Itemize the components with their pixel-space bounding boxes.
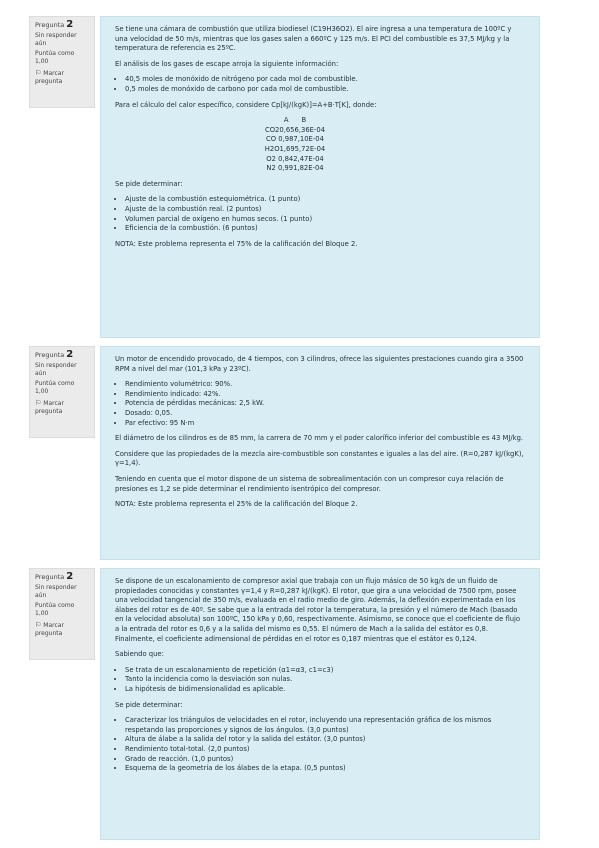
list-item: • Potencia de pérdidas mecánicas: 2,5 kW. bbox=[125, 399, 525, 409]
question-number: 2 bbox=[66, 571, 74, 582]
question-text-3 bbox=[100, 568, 540, 840]
table-row: N2 0,991,82E-04 bbox=[266, 164, 324, 173]
flag-icon: ⚐ bbox=[35, 69, 42, 77]
list-item: • 0,5 moles de monóxido de carbono por cada mol de combustible. bbox=[125, 85, 525, 95]
question-label: Pregunta bbox=[35, 21, 65, 29]
list-item: • Grado de reacción. (1,0 puntos) bbox=[125, 755, 525, 765]
bullet-list bbox=[115, 666, 525, 695]
list-item: • Par efectivo: 95 N·m bbox=[125, 419, 525, 429]
flag-question-label: Marcar pregunta bbox=[35, 622, 64, 637]
paragraph: Se tiene una cámara de combustión que utiliza biodiesel (C19H36O2). El aire ingresa a una temperatura de 100ºC y una velocidad de 50 m/s, mientras que los gases salen a 660ºC y 125 m/s. El PCI del combustible es 37,5 MJ/kg y la temperatura de referencia es 25ºC. bbox=[115, 25, 512, 53]
flag-question-link[interactable] bbox=[35, 621, 89, 638]
note: NOTA: Este problema representa el 75% de la calificación del Bloque 2. bbox=[115, 239, 358, 248]
paragraph: Se pide determinar: bbox=[115, 700, 183, 709]
paragraph: Para el cálculo del calor específico, considere Cp[kJ/(kgK)]=A+B·T[K], donde: bbox=[115, 100, 377, 109]
question-info-1 bbox=[29, 16, 95, 108]
flag-icon: ⚐ bbox=[35, 399, 42, 407]
question-label: Pregunta bbox=[35, 573, 65, 581]
list-item: • Esquema de la geometría de los álabes de la etapa. (0,5 puntos) bbox=[125, 764, 525, 774]
question-number: 2 bbox=[66, 19, 74, 30]
list-item: • Caracterizar los triángulos de velocidades en el rotor, incluyendo una representación gráfica de los mismos respetando las proporciones y signos de los ángulos. (3,0 puntos) bbox=[125, 716, 525, 735]
question-status: Sin responder aún bbox=[35, 584, 77, 599]
bullet-list bbox=[115, 380, 525, 428]
table-row: CO 0,987,10E-04 bbox=[266, 135, 324, 144]
paragraph: Se pide determinar: bbox=[115, 179, 183, 188]
list-item: • Se trata de un escalonamiento de repetición (α1=α3, c1=c3) bbox=[125, 666, 525, 676]
list-item: • Eficiencia de la combustión. (6 puntos) bbox=[125, 224, 525, 234]
paragraph: Considere que las propiedades de la mezcla aire-combustible son constantes e iguales a las del aire. (R=0,287 kJ/(kgK), γ=1,4). bbox=[115, 449, 524, 468]
paragraph: El diámetro de los cilindros es de 85 mm, la carrera de 70 mm y el poder calorífico inferior del combustible es 43 MJ/kg. bbox=[115, 434, 524, 443]
paragraph: Se dispone de un escalonamiento de compresor axial que trabaja con un flujo másico de 50 kg/s de un fluido de propiedades conocidas y constantes γ=1,4 y R=0,287 kJ/(kgK). El rotor, que gira a una velocidad de 7500 rpm, posee una velocidad tangencial de 350 m/s, evaluada en el radio medio de giro. Además, la deflexión experimentada en los álabes del rotor es de 40º. Se sabe que a la entrada del rotor la temperatura, la presión y el número de Mach (basado en la velocidad absoluta) son 100ºC, 150 kPa y 0,60, respectivamente. Asimismo, se conoce que el coeficiente de flujo a la entrada del rotor es 0,6 y a la salida del mismo es 0,55. El número de Mach a la salida del estátor es 0,8. Finalmente, el coeficiente adimensional de pérdidas en el rotor es 0,187 mientras que el estátor es 0,124. bbox=[115, 577, 521, 643]
list-item: • Tanto la incidencia como la desviación son nulas. bbox=[125, 675, 525, 685]
question-score: Puntúa como 1,00 bbox=[35, 380, 75, 395]
list-item: • Dosado: 0,05. bbox=[125, 409, 525, 419]
table-row: CO20,656,36E-04 bbox=[264, 125, 326, 134]
paragraph: Teniendo en cuenta que el motor dispone de un sistema de sobrealimentación con un compresor cuya relación de presiones es 1,2 se pide determinar el rendimiento isentrópico del compresor. bbox=[115, 474, 504, 493]
flag-question-link[interactable] bbox=[35, 69, 89, 86]
list-item: • Ajuste de la combustión real. (2 puntos) bbox=[125, 205, 525, 215]
question-status: Sin responder aún bbox=[35, 32, 77, 47]
bullet-list bbox=[115, 75, 525, 94]
cp-table bbox=[115, 116, 525, 174]
flag-question-link[interactable] bbox=[35, 399, 89, 416]
question-info-2 bbox=[29, 346, 95, 438]
flag-question-label: Marcar pregunta bbox=[35, 400, 64, 415]
table-header: A B bbox=[283, 116, 307, 125]
flag-icon: ⚐ bbox=[35, 621, 42, 629]
list-item: • Altura de álabe a la salida del rotor y la salida del estátor. (3,0 puntos) bbox=[125, 735, 525, 745]
list-item: • La hipótesis de bidimensionalidad es aplicable. bbox=[125, 685, 525, 695]
question-score: Puntúa como 1,00 bbox=[35, 602, 75, 617]
bullet-list bbox=[115, 716, 525, 774]
question-info-3 bbox=[29, 568, 95, 660]
question-status: Sin responder aún bbox=[35, 362, 77, 377]
table-row: H2O1,695,72E-04 bbox=[264, 144, 326, 153]
table-row: O2 0,842,47E-04 bbox=[266, 154, 324, 163]
note: NOTA: Este problema representa el 25% de la calificación del Bloque 2. bbox=[115, 500, 358, 509]
list-item: • Rendimiento volumétrico: 90%. bbox=[125, 380, 525, 390]
list-item: • 40,5 moles de monóxido de nitrógeno por cada mol de combustible. bbox=[125, 75, 525, 85]
question-score: Puntúa como 1,00 bbox=[35, 50, 75, 65]
question-label: Pregunta bbox=[35, 351, 65, 359]
paragraph: Un motor de encendido provocado, de 4 tiempos, con 3 cilindros, ofrece las siguientes prestaciones cuando gira a 3500 RPM a nivel del mar (101,3 kPa y 23ºC). bbox=[115, 355, 524, 373]
question-number: 2 bbox=[66, 349, 74, 360]
list-item: • Ajuste de la combustión estequiométrica. (1 punto) bbox=[125, 195, 525, 205]
list-item: • Rendimiento total-total. (2,0 puntos) bbox=[125, 745, 525, 755]
list-item: • Volumen parcial de oxígeno en humos secos. (1 punto) bbox=[125, 215, 525, 225]
bullet-list bbox=[115, 195, 525, 233]
flag-question-label: Marcar pregunta bbox=[35, 70, 64, 85]
paragraph: El análisis de los gases de escape arroja la siguiente información: bbox=[115, 59, 339, 68]
list-item: • Rendimiento indicado: 42%. bbox=[125, 390, 525, 400]
question-text-1 bbox=[100, 16, 540, 338]
paragraph: Sabiendo que: bbox=[115, 650, 164, 659]
question-text-2 bbox=[100, 346, 540, 560]
